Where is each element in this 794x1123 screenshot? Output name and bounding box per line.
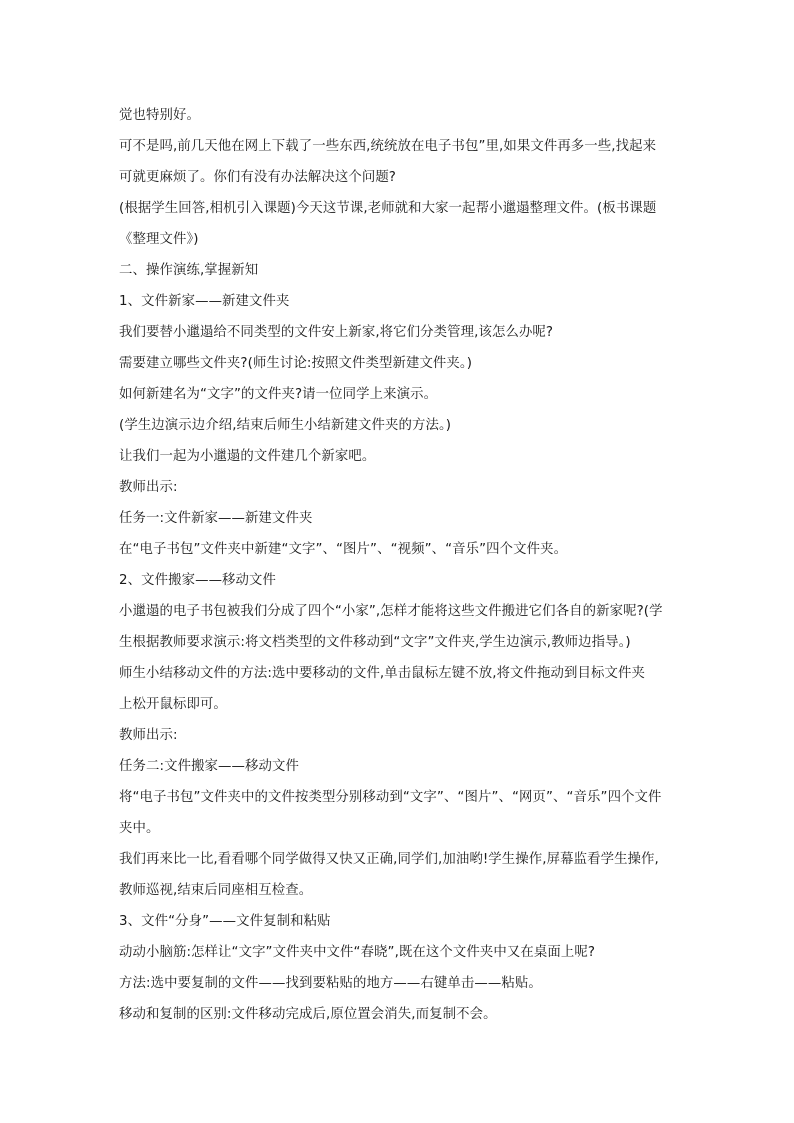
- subsection-heading: 1、文件新家——新建文件夹: [119, 294, 290, 309]
- text-line: 可就更麻烦了。你们有没有办法解决这个问题?: [119, 170, 397, 185]
- text-line: 如何新建名为“文字”的文件夹?请一位同学上来演示。: [119, 387, 438, 402]
- text-line: (根据学生回答,相机引入课题)今天这节课,老师就和大家一起帮小邋遢整理文件。(板书课题: [119, 201, 657, 216]
- text-line: 教师巡视,结束后同座相互检查。: [119, 883, 313, 898]
- text-line: 小邋遢的电子书包被我们分成了四个“小家”,怎样才能将这些文件搬进它们各自的新家呢?(学: [119, 604, 663, 619]
- text-line: 教师出示:: [119, 480, 178, 495]
- text-line: 让我们一起为小邋遢的文件建几个新家吧。: [119, 449, 376, 464]
- document-body: [119, 100, 679, 1030]
- text-line: 方法:选中要复制的文件——找到要粘贴的地方——右键单击——粘贴。: [119, 976, 542, 991]
- text-line: 上松开鼠标即可。: [119, 697, 227, 712]
- task-title: 任务一:文件新家——新建文件夹: [119, 511, 313, 526]
- text-line: 我们要替小邋遢给不同类型的文件安上新家,将它们分类管理,该怎么办呢?: [119, 325, 554, 340]
- text-line: 在“电子书包”文件夹中新建“文字”、“图片”、“视频”、“音乐”四个文件夹。: [119, 542, 568, 557]
- subsection-heading: 2、文件搬家——移动文件: [119, 573, 277, 588]
- text-line: 生根据教师要求演示:将文档类型的文件移动到“文字”文件夹,学生边演示,教师边指导。): [119, 635, 631, 650]
- text-line: 可不是吗,前几天他在网上下载了一些东西,统统放在电子书包”里,如果文件再多一些,找起来: [119, 139, 657, 154]
- text-line: 需要建立哪些文件夹?(师生讨论:按照文件类型新建文件夹。): [119, 356, 473, 371]
- task-title: 任务二:文件搬家——移动文件: [119, 759, 299, 774]
- text-line: 觉也特别好。: [119, 108, 200, 123]
- text-line: 教师出示:: [119, 728, 178, 743]
- text-line: 将“电子书包”文件夹中的文件按类型分别移动到“文字”、“图片”、“网页”、“音乐”四个文件: [119, 790, 662, 805]
- text-line: 移动和复制的区别:文件移动完成后,原位置会消失,而复制不会。: [119, 1007, 497, 1022]
- text-line: 我们再来比一比,看看哪个同学做得又快又正确,同学们,加油哟!学生操作,屏幕监看学生操作,: [119, 852, 659, 867]
- text-line: 师生小结移动文件的方法:选中要移动的文件,单击鼠标左键不放,将文件拖动到目标文件夹: [119, 666, 645, 681]
- section-heading: 二、操作演练,掌握新知: [119, 263, 259, 278]
- text-line: (学生边演示边介绍,结束后师生小结新建文件夹的方法。): [119, 418, 452, 433]
- text-line: 动动小脑筋:怎样让“文字”文件夹中文件“春晓”,既在这个文件夹中又在桌面上呢?: [119, 945, 596, 960]
- subsection-heading: 3、文件“分身”——文件复制和粘贴: [119, 914, 331, 929]
- text-line: 《整理文件》): [119, 232, 199, 247]
- text-line: 夹中。: [119, 821, 160, 836]
